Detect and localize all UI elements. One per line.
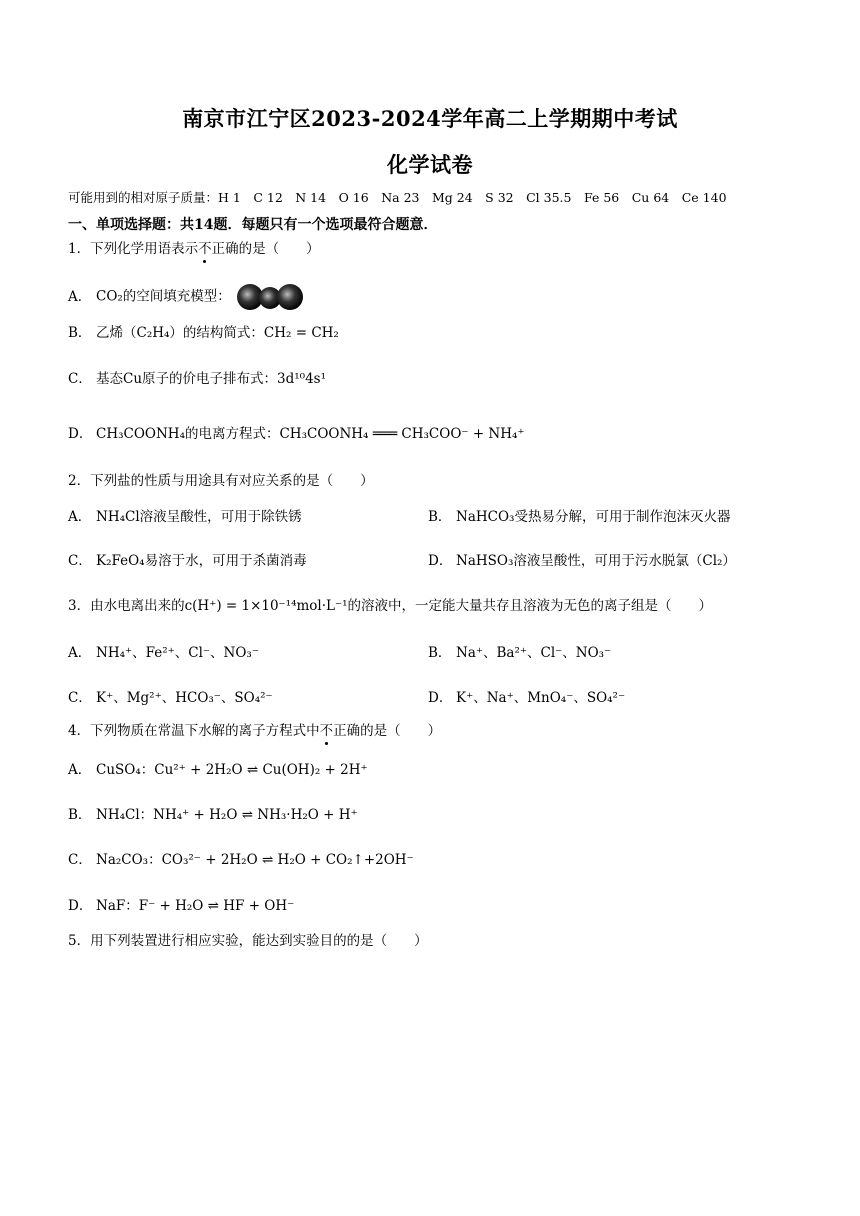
question-2-option-a	[68, 507, 302, 527]
option-label: C．	[68, 553, 92, 569]
option-text: NH₄Cl：NH₄⁺ + H₂O ⇌ NH₃·H₂O + H⁺	[96, 807, 358, 823]
option-label: A．	[68, 509, 92, 525]
option-text: K⁺、Na⁺、MnO₄⁻、SO₄²⁻	[456, 690, 626, 706]
section-heading: 一、单项选择题：共14题．每题只有一个选项最符合题意．	[68, 217, 438, 233]
option-text: NaHCO₃受热易分解，可用于制作泡沫灭火器	[456, 509, 731, 525]
option-text: NaF：F⁻ + H₂O ⇌ HF + OH⁻	[96, 898, 295, 914]
option-label: D．	[428, 553, 453, 569]
option-text: Na₂CO₃：CO₃²⁻ + 2H₂O ⇌ H₂O + CO₂↑+2OH⁻	[96, 852, 414, 868]
question-2-option-b	[428, 507, 730, 527]
question-1-stem	[68, 240, 320, 258]
exam-subtitle: 化学试卷	[387, 152, 473, 177]
question-2-stem: 2．下列盐的性质与用途具有对应关系的是（ ）	[68, 473, 374, 489]
option-text: K₂FeO₄易溶于水，可用于杀菌消毒	[96, 553, 307, 569]
option-text: CH₃COONH₄的电离方程式：CH₃COONH₄ ═══ CH₃COO⁻ + NH₄⁺	[96, 426, 525, 442]
co2-space-filling-model-icon	[237, 284, 309, 310]
option-label: A．	[68, 762, 92, 778]
question-3-option-b	[428, 643, 611, 663]
emphasis-dot-char: 不	[319, 723, 334, 739]
question-4-option-b	[68, 805, 358, 825]
question-2-option-c	[68, 551, 307, 571]
question-3-option-d	[428, 688, 625, 708]
question-3-option-c	[68, 688, 273, 708]
option-text: NH₄⁺、Fe²⁺、Cl⁻、NO₃⁻	[96, 645, 259, 661]
option-label: B．	[428, 509, 452, 525]
question-4-option-d	[68, 896, 294, 916]
option-label: B．	[68, 807, 92, 823]
question-3-option-a	[68, 643, 259, 663]
option-label: B．	[68, 325, 92, 341]
option-text: 基态Cu原子的价电子排布式：3d¹⁰4s¹	[96, 371, 327, 387]
question-1-option-d	[68, 424, 525, 444]
option-text: NaHSO₃溶液呈酸性，可用于污水脱氯（Cl₂）	[456, 553, 736, 569]
stem-text: 正确的是（ ）	[211, 241, 320, 257]
option-label: D．	[68, 426, 93, 442]
question-4-option-a	[68, 760, 368, 780]
option-text: CuSO₄：Cu²⁺ + 2H₂O ⇌ Cu(OH)₂ + 2H⁺	[96, 762, 368, 778]
option-text: CO₂的空间填充模型：	[96, 288, 231, 305]
question-5-stem: 5．用下列装置进行相应实验，能达到实验目的的是（ ）	[68, 933, 428, 949]
option-label: C．	[68, 371, 92, 387]
option-label: D．	[68, 898, 93, 914]
option-text: K⁺、Mg²⁺、HCO₃⁻、SO₄²⁻	[96, 690, 273, 706]
stem-text: 1．下列化学用语表示	[68, 241, 199, 257]
emphasis-dot-char: 不	[198, 241, 212, 257]
question-4-option-c	[68, 850, 414, 870]
option-text: Na⁺、Ba²⁺、Cl⁻、NO₃⁻	[456, 645, 612, 661]
option-label: C．	[68, 852, 92, 868]
question-1-option-c	[68, 369, 326, 389]
option-label: A．	[68, 645, 92, 661]
atomic-masses: 可能用到的相对原子质量：H 1 C 12 N 14 O 16 Na 23 Mg 24 S 32 Cl 35.5 Fe 56 Cu 64 Ce 140	[68, 190, 727, 205]
question-1-option-a	[68, 284, 309, 310]
stem-text: 正确的是（ ）	[333, 723, 442, 739]
question-3-stem: 3．由水电离出来的c(H⁺) = 1×10⁻¹⁴mol·L⁻¹的溶液中，一定能大量共存且溶液为无色的离子组是（ ）	[68, 598, 713, 614]
option-label: B．	[428, 645, 452, 661]
question-1-option-b	[68, 323, 339, 343]
option-label: D．	[428, 690, 453, 706]
option-label: C．	[68, 690, 92, 706]
question-2-option-d	[428, 551, 736, 571]
question-4-stem	[68, 722, 441, 740]
exam-title: 南京市江宁区2023-2024学年高二上学期期中考试	[182, 106, 678, 131]
stem-text: 4．下列物质在常温下水解的离子方程式中	[68, 723, 320, 739]
option-text: NH₄Cl溶液呈酸性，可用于除铁锈	[96, 509, 302, 525]
option-label: A．	[68, 288, 92, 305]
option-text: 乙烯（C₂H₄）的结构简式：CH₂ = CH₂	[96, 325, 339, 341]
